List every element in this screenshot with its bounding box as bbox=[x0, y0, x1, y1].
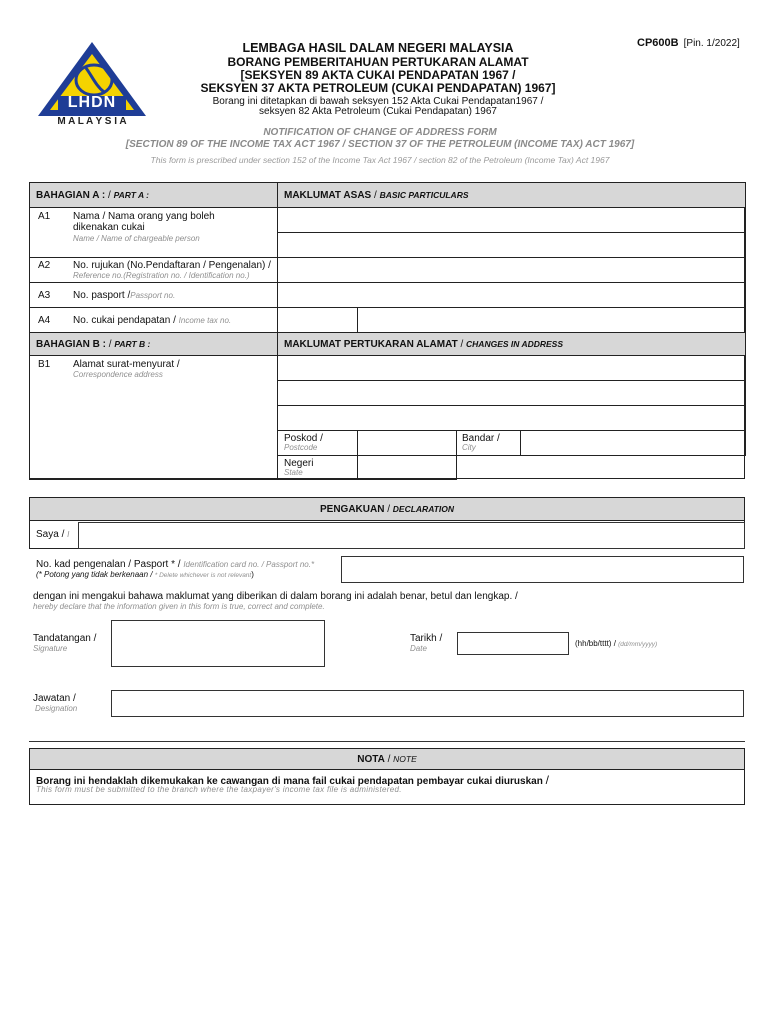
logo-subtext: M A L A Y S I A bbox=[57, 116, 127, 127]
note-heading: NOTA / NOTE bbox=[29, 748, 745, 770]
postcode-label-en: Postcode bbox=[284, 443, 318, 452]
part-a-heading: BAHAGIAN A : / PART A : bbox=[29, 182, 278, 208]
a2-label: No. rujukan (No.Pendaftaran / Pengenalan) / bbox=[73, 260, 271, 271]
a2-number: A2 bbox=[38, 260, 51, 271]
a1-label-en: Name / Name of chargeable person bbox=[73, 234, 200, 243]
a3-label: No. pasport bbox=[73, 290, 125, 301]
prescribed-note-2: seksyen 82 Akta Petroleum (Cukai Pendapatan) 1967 bbox=[259, 106, 497, 117]
lhdn-logo bbox=[34, 40, 150, 130]
english-form-title: NOTIFICATION OF CHANGE OF ADDRESS FORM bbox=[263, 127, 497, 138]
divider-line bbox=[29, 741, 745, 742]
a1-label-line2: dikenakan cukai bbox=[73, 222, 145, 233]
declaration-heading: PENGAKUAN / DECLARATION bbox=[29, 497, 745, 521]
designation-input[interactable] bbox=[111, 690, 744, 717]
signature-box[interactable] bbox=[111, 620, 325, 667]
address-input-line-3[interactable] bbox=[277, 405, 746, 431]
income-tax-no-input[interactable] bbox=[357, 307, 746, 333]
a1-label-line1: Nama / Nama orang yang boleh bbox=[73, 211, 215, 222]
a1-label-cell bbox=[29, 207, 278, 258]
form-title: BORANG PEMBERITAHUAN PERTUKARAN ALAMAT bbox=[227, 55, 529, 69]
form-code bbox=[637, 37, 740, 49]
city-input[interactable] bbox=[520, 430, 746, 456]
income-tax-no-input-prefix[interactable] bbox=[277, 307, 358, 333]
a4-label: No. cukai pendapatan bbox=[73, 315, 171, 326]
note-text: Borang ini hendaklah dikemukakan ke cawangan di mana fail cukai pendapatan pembayar cukai diuruskan / bbox=[36, 773, 549, 787]
city-label-cell bbox=[456, 430, 521, 456]
date-label-en: Date bbox=[410, 644, 427, 653]
signature-label-en: Signature bbox=[33, 644, 68, 653]
state-label: Negeri bbox=[284, 458, 314, 469]
form-code-label: CP600B bbox=[637, 37, 679, 49]
english-section-title: [SECTION 89 OF THE INCOME TAX ACT 1967 / SECTION 37 OF THE PETROLEUM (INCOME TAX) ACT 1967] bbox=[125, 139, 635, 150]
postcode-input[interactable] bbox=[357, 430, 457, 456]
a2-label-en: Reference no.(Registration no. / Identification no.) bbox=[73, 271, 250, 280]
agency-title: LEMBAGA HASIL DALAM NEGERI MALAYSIA bbox=[242, 41, 514, 55]
date-label: Tarikh / bbox=[410, 633, 443, 644]
name-input-line-2[interactable] bbox=[277, 232, 746, 258]
city-label-en: City bbox=[462, 443, 476, 452]
b1-number: B1 bbox=[38, 359, 51, 370]
address-input-line-1[interactable] bbox=[277, 355, 746, 381]
a3-label-en: Passport no. bbox=[130, 291, 176, 300]
a1-number: A1 bbox=[38, 211, 51, 222]
a4-label-en: Income tax no. bbox=[178, 316, 232, 325]
part-b-heading: BAHAGIAN B : / PART B : bbox=[29, 332, 278, 356]
note-text-en: This form must be submitted to the branch where the taxpayer's income tax file is administered. bbox=[36, 785, 402, 794]
city-label: Bandar / bbox=[462, 433, 500, 444]
a3-label-cell: A3 No. pasport /Passport no. bbox=[29, 282, 278, 308]
designation-label-en: Designation bbox=[35, 704, 78, 713]
saya-label: Saya / I bbox=[36, 529, 70, 540]
postcode-label-cell bbox=[277, 430, 358, 456]
form-title-section-1: [SEKSYEN 89 AKTA CUKAI PENDAPATAN 1967 / bbox=[240, 68, 516, 82]
english-prescribed-note: This form is prescribed under section 152 of the Income Tax Act 1967 / section 82 of the Petroleum (Income Tax) Act 1967 bbox=[150, 155, 610, 165]
declarant-name-input[interactable] bbox=[78, 522, 745, 549]
b1-label-cell bbox=[29, 355, 278, 480]
id-note: (* Potong yang tidak berkenaan / * Delete whichever is not relevant) bbox=[36, 570, 254, 579]
passport-no-input[interactable] bbox=[277, 282, 746, 308]
postcode-label: Poskod / bbox=[284, 433, 323, 444]
date-input[interactable] bbox=[457, 632, 569, 655]
a4-label-cell: A4 No. cukai pendapatan / Income tax no. bbox=[29, 307, 278, 333]
b1-label-en: Correspondence address bbox=[73, 370, 163, 379]
state-label-cell bbox=[277, 455, 358, 480]
id-label: No. kad pengenalan / Pasport * / Identification card no. / Passport no.* bbox=[36, 559, 315, 570]
a2-label-cell bbox=[29, 257, 278, 283]
prescribed-note-1: Borang ini ditetapkan di bawah seksyen 152 Akta Cukai Pendapatan1967 / bbox=[212, 96, 544, 107]
signature-label: Tandatangan / bbox=[33, 633, 97, 644]
particulars-table bbox=[29, 182, 745, 479]
a4-number: A4 bbox=[38, 315, 51, 326]
form-pin: [Pin. 1/2022] bbox=[683, 38, 740, 49]
a3-number: A3 bbox=[38, 290, 51, 301]
id-passport-input[interactable] bbox=[341, 556, 744, 583]
declaration-statement-en: hereby declare that the information given in this form is true, correct and complete. bbox=[33, 602, 325, 611]
state-input[interactable] bbox=[357, 455, 457, 480]
b1-label: Alamat surat-menyurat / bbox=[73, 359, 180, 370]
reference-no-input[interactable] bbox=[277, 257, 746, 283]
state-label-en: State bbox=[284, 468, 303, 477]
date-format: (hh/bb/tttt) / (dd/mm/yyyy) bbox=[575, 639, 658, 648]
address-input-line-2[interactable] bbox=[277, 380, 746, 406]
form-title-section-2: SEKSYEN 37 AKTA PETROLEUM (CUKAI PENDAPATAN) 1967] bbox=[200, 81, 556, 95]
address-change-heading: MAKLUMAT PERTUKARAN ALAMAT / CHANGES IN ADDRESS bbox=[277, 332, 746, 356]
declaration-statement: dengan ini mengakui bahawa maklumat yang diberikan di dalam borang ini adalah benar, betul dan lengkap. / bbox=[33, 591, 518, 602]
name-input-line-1[interactable] bbox=[277, 207, 746, 233]
basic-particulars-heading: MAKLUMAT ASAS / BASIC PARTICULARS bbox=[277, 182, 746, 208]
logo-text: LHDN bbox=[67, 94, 117, 111]
designation-label: Jawatan / bbox=[33, 693, 76, 704]
